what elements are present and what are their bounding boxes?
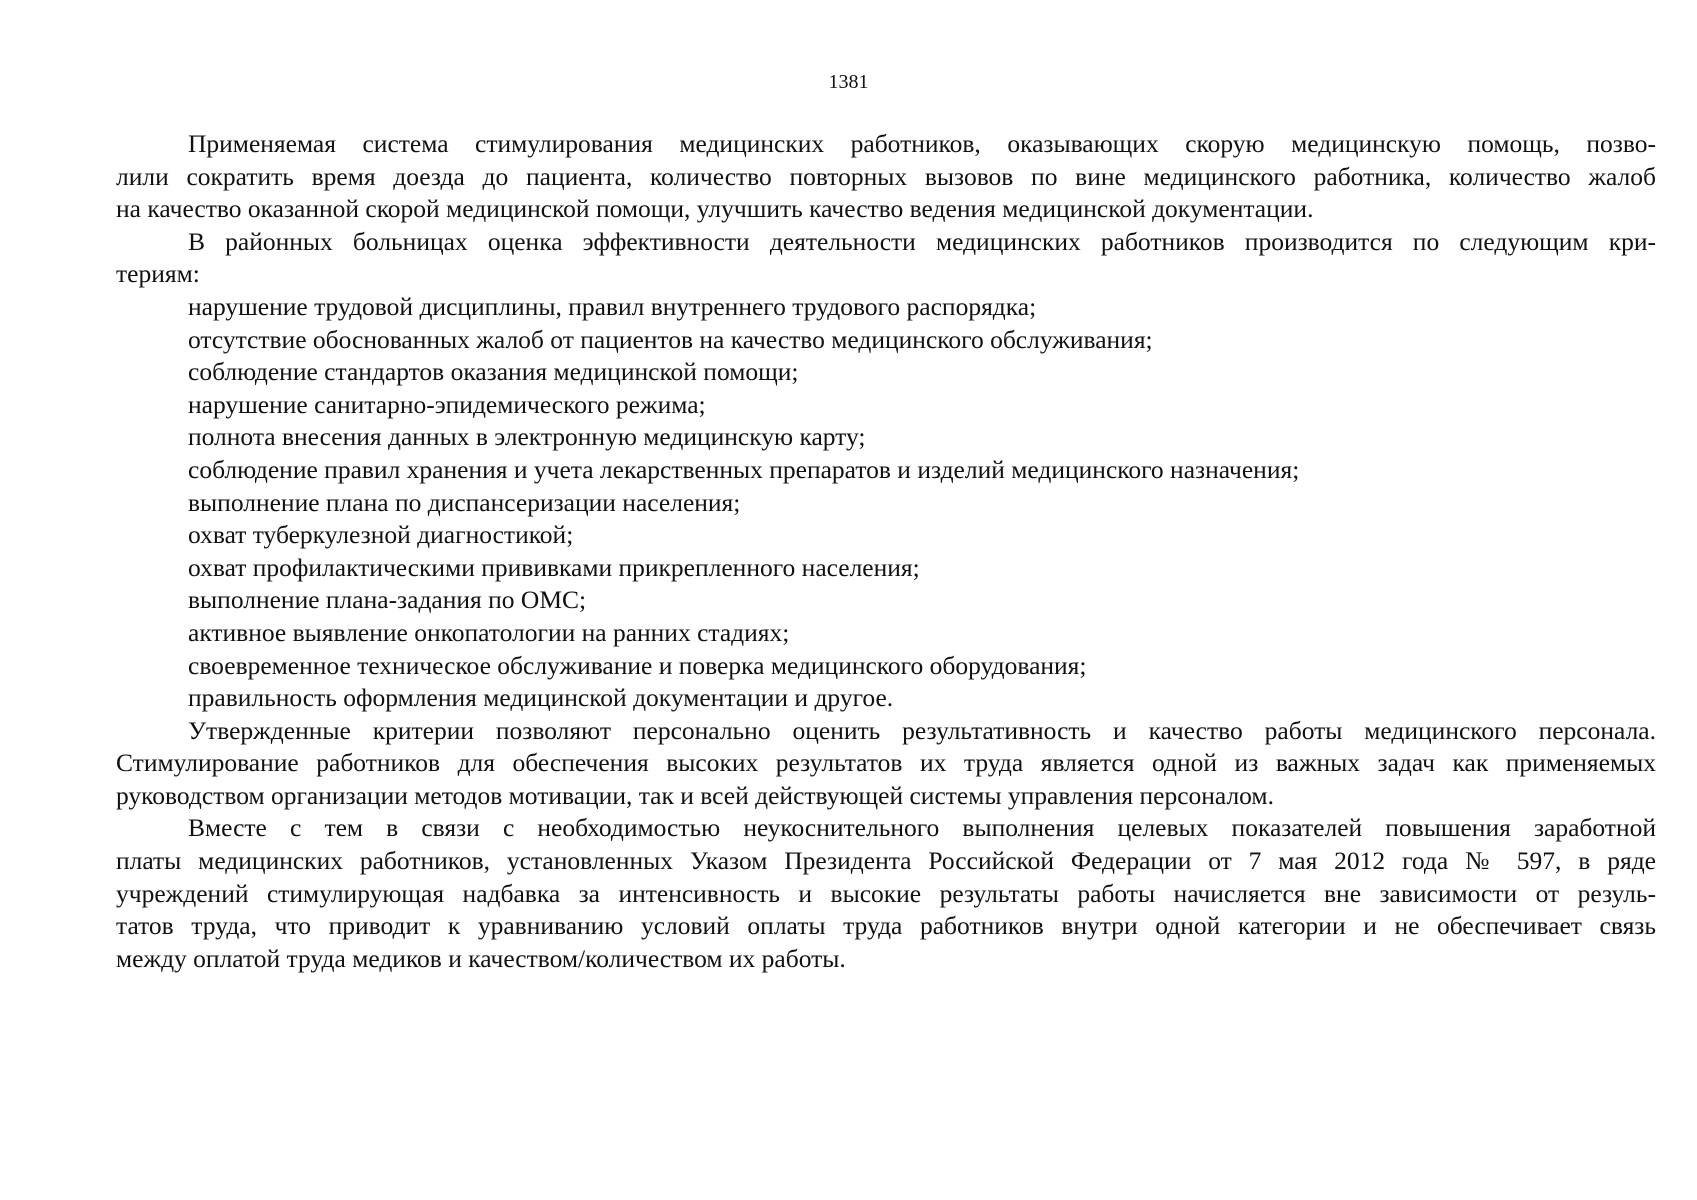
text-line: лили сократить время доезда до пациента, количество повторных вызовов по вине медицинского работника, количество жалоб	[116, 161, 1656, 191]
text-line: платы медицинских работников, установленных Указом Президента Российской Федерации от 7 мая 2012 года № 597, в ряде	[116, 846, 1656, 876]
text-line: Применяемая система стимулирования медицинских работников, оказывающих скорую медицинскую помощь, позво-	[188, 129, 1656, 158]
text-line: Вместе с тем в связи с необходимостью неукоснительного выполнения целевых показателей повышения заработной	[188, 813, 1656, 843]
criteria-list	[116, 291, 1656, 715]
page-number: 1381	[828, 71, 869, 93]
text-line: руководством организации методов мотивации, так и всей действующей системы управления персоналом.	[116, 780, 1274, 810]
criteria-item: соблюдение стандартов оказания медицинской помощи;	[188, 357, 799, 387]
criteria-item: правильность оформления медицинской документации и другое.	[188, 683, 894, 713]
criteria-item: активное выявление онкопатологии на ранних стадиях;	[188, 617, 790, 647]
document-body	[116, 128, 1656, 975]
text-line: териям:	[116, 259, 200, 289]
paragraph-approved-criteria	[116, 715, 1656, 813]
criteria-item: охват профилактическими прививками прикрепленного населения;	[188, 552, 920, 582]
criteria-item: полнота внесения данных в электронную медицинскую карту;	[188, 422, 866, 452]
criteria-item: соблюдение правил хранения и учета лекарственных препаратов и изделий медицинского назначения;	[188, 454, 1300, 484]
paragraph-district-hospitals	[116, 226, 1656, 291]
text-line: Утвержденные критерии позволяют персонально оценить результативность и качество работы медицинского персонала.	[188, 715, 1656, 745]
text-line: между оплатой труда медиков и качеством/количеством их работы.	[116, 943, 846, 973]
paragraph-salary-targets	[116, 812, 1656, 975]
criteria-item: нарушение трудовой дисциплины, правил внутреннего трудового распорядка;	[188, 291, 1037, 321]
text-line: татов труда, что приводит к уравниванию условий оплаты труда работников внутри одной категории и не обеспечивает связь	[116, 911, 1656, 941]
criteria-item: нарушение санитарно-эпидемического режима;	[188, 389, 706, 419]
text-line: на качество оказанной скорой медицинской помощи, улучшить качество ведения медицинской документации.	[116, 194, 1314, 224]
criteria-item: отсутствие обоснованных жалоб от пациентов на качество медицинского обслуживания;	[188, 324, 1153, 354]
criteria-item: выполнение плана-задания по ОМС;	[188, 585, 587, 615]
paragraph-ambulance-incentives	[116, 128, 1656, 226]
text-line: В районных больницах оценка эффективности деятельности медицинских работников производится по следующим кри-	[188, 226, 1656, 256]
text-line: учреждений стимулирующая надбавка за интенсивность и высокие результаты работы начисляется вне зависимости от резуль-	[116, 878, 1656, 908]
criteria-item: охват туберкулезной диагностикой;	[188, 520, 574, 550]
text-line: Стимулирование работников для обеспечения высоких результатов их труда является одной из важных задач как применяемых	[116, 748, 1656, 778]
criteria-item: выполнение плана по диспансеризации населения;	[188, 487, 741, 517]
criteria-item: своевременное техническое обслуживание и поверка медицинского оборудования;	[188, 650, 1087, 680]
